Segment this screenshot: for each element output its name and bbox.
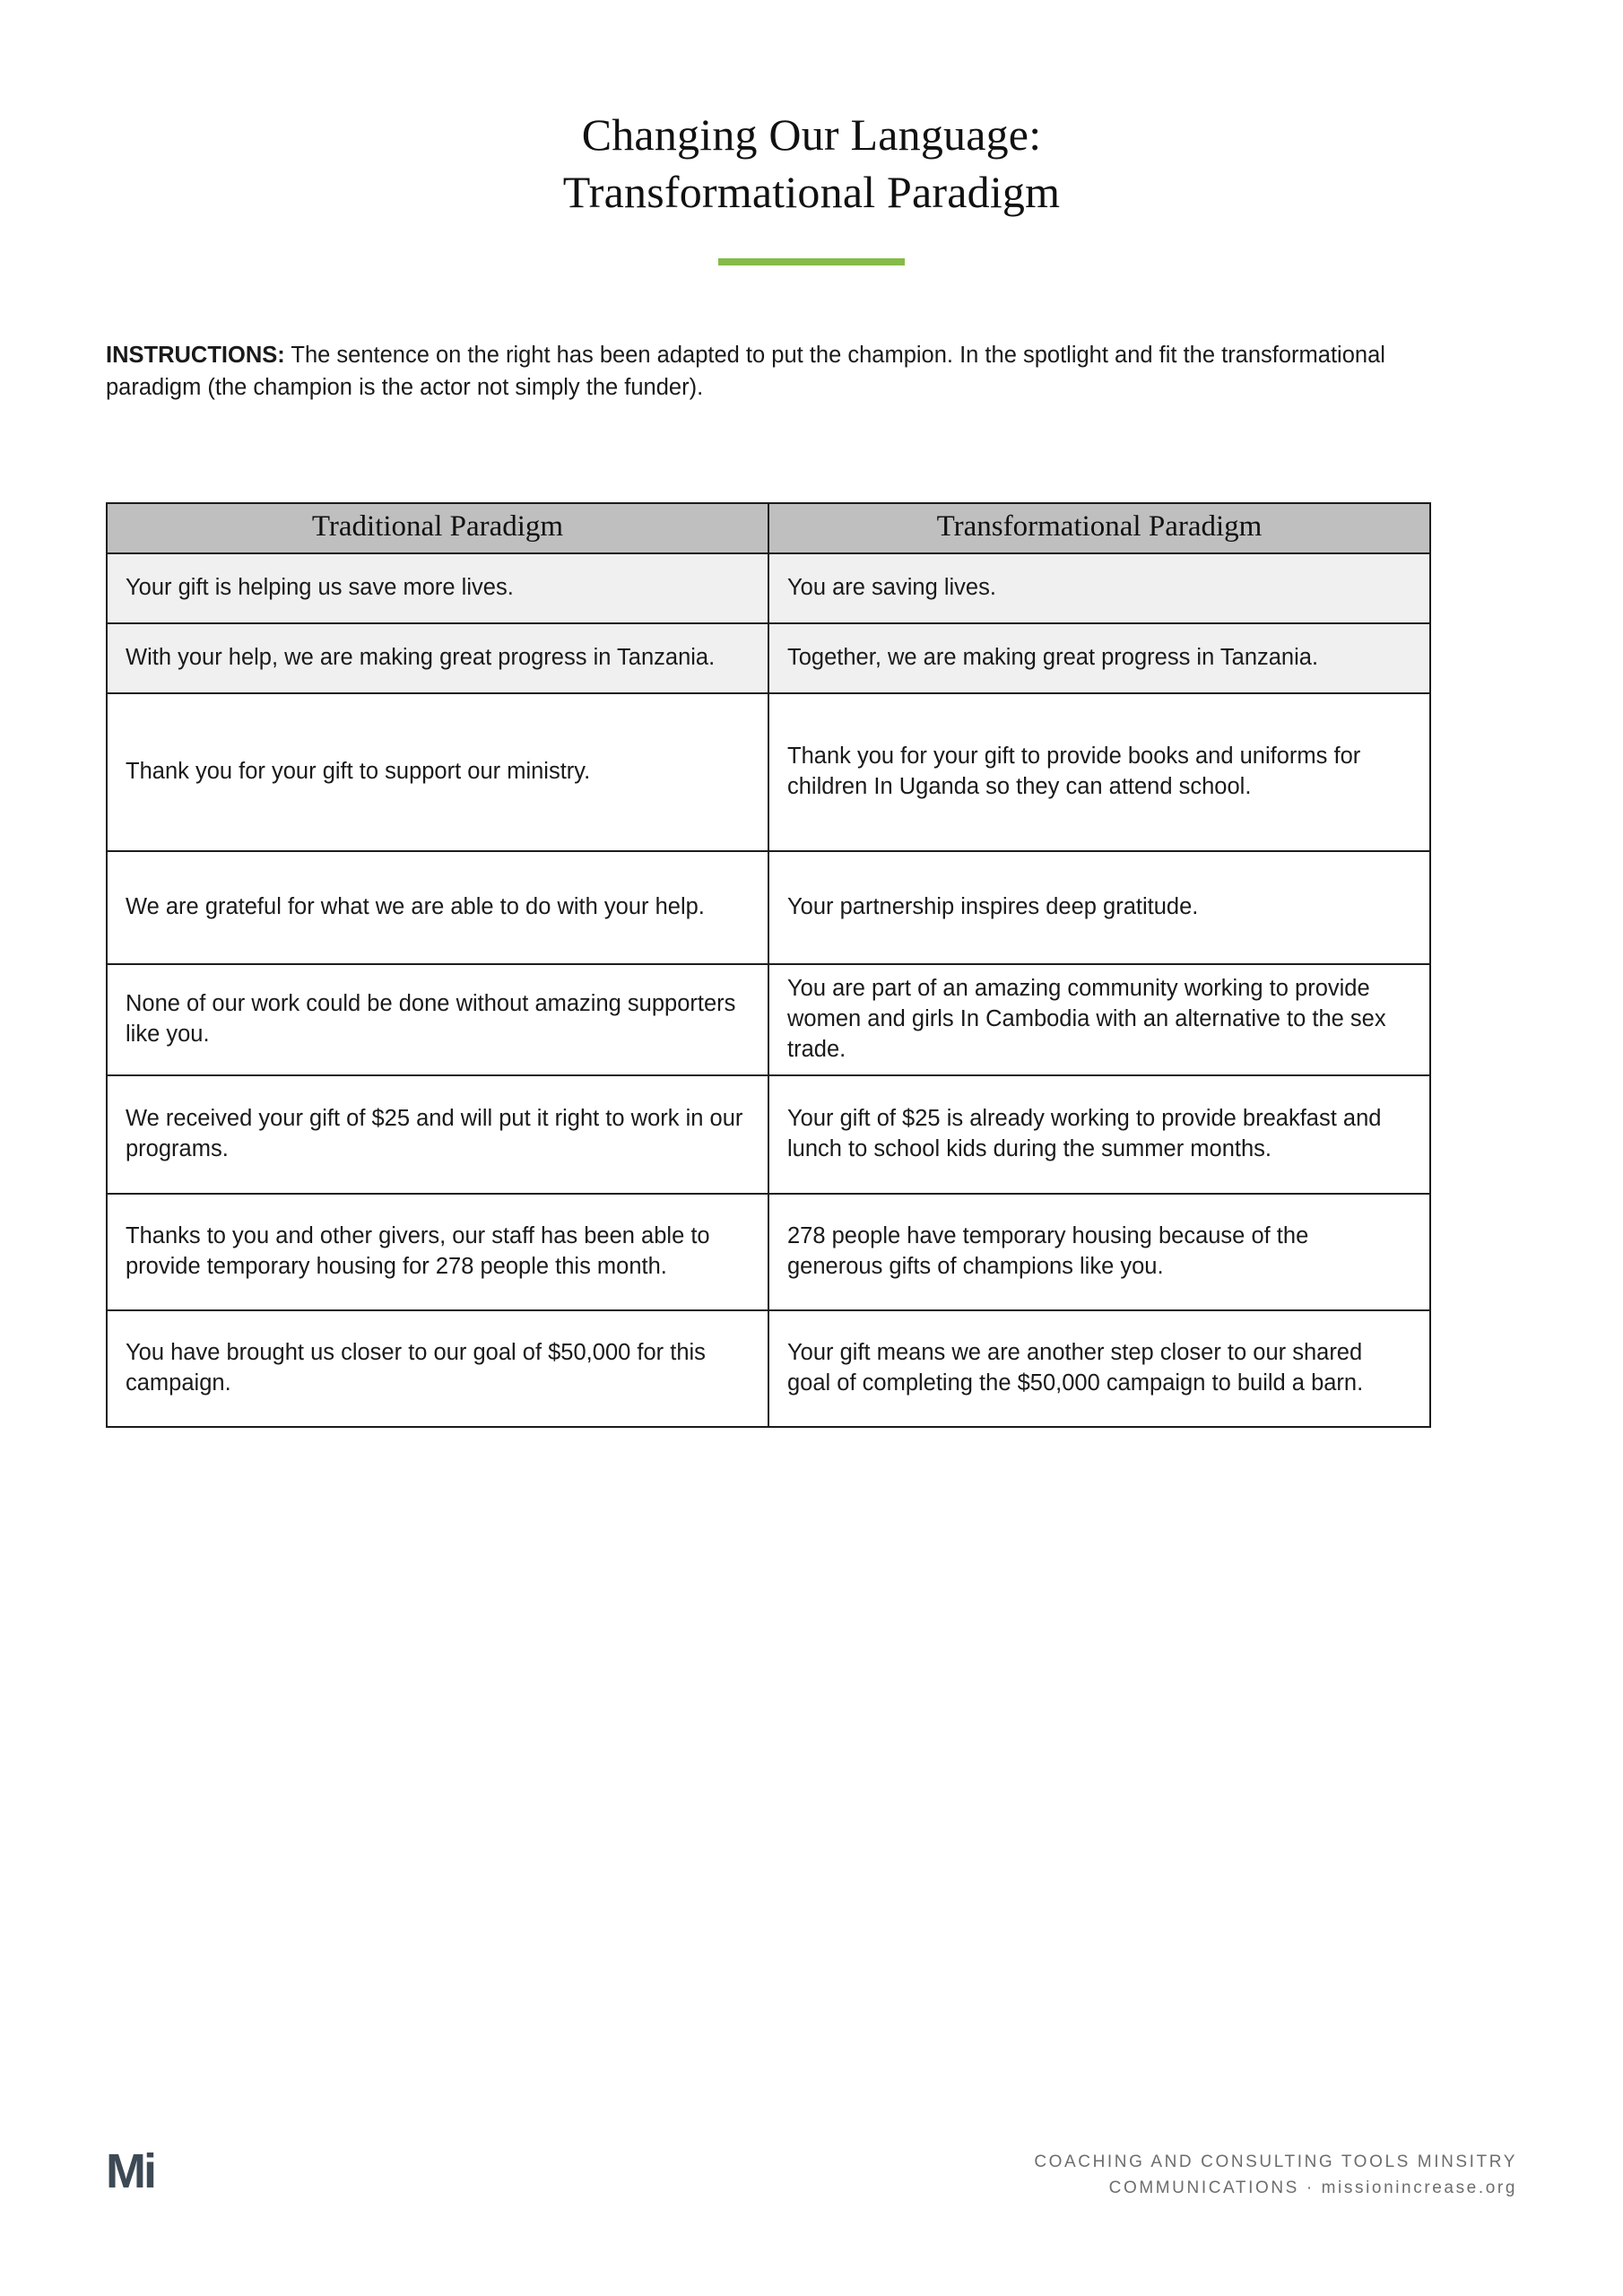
footer-credit-line-2: COMMUNICATIONS · missionincrease.org — [1108, 2179, 1517, 2198]
instructions-paragraph — [106, 339, 1433, 404]
cell-traditional: You have brought us closer to our goal of $50,000 for this campaign. — [107, 1310, 768, 1427]
cell-traditional: Thank you for your gift to support our ministry. — [107, 693, 768, 851]
cell-traditional: Your gift is helping us save more lives. — [107, 553, 768, 623]
page-title — [0, 106, 1623, 265]
footer-credit — [1034, 2149, 1517, 2202]
cell-traditional: We received your gift of $25 and will put it right to work in our programs. — [107, 1075, 768, 1194]
cell-traditional: Thanks to you and other givers, our staff has been able to provide temporary housing for 278 people this month. — [107, 1194, 768, 1310]
cell-traditional: None of our work could be done without amazing supporters like you. — [107, 964, 768, 1075]
table-header-row — [107, 503, 1430, 553]
cell-traditional: With your help, we are making great progress in Tanzania. — [107, 623, 768, 693]
paradigm-comparison-table — [106, 502, 1431, 1428]
table-row — [107, 1075, 1430, 1194]
table-row — [107, 851, 1430, 964]
table-row — [107, 553, 1430, 623]
cell-transformational: Your gift means we are another step closer to our shared goal of completing the $50,000 campaign to build a barn. — [768, 1310, 1430, 1427]
table-row — [107, 1310, 1430, 1427]
instructions-body: The sentence on the right has been adapted to put the champion. In the spotlight and fit the transformational paradigm (the champion is the actor not simply the funder). — [106, 343, 1385, 401]
cell-traditional: We are grateful for what we are able to do with your help. — [107, 851, 768, 964]
cell-transformational: You are part of an amazing community working to provide women and girls In Cambodia with an alternative to the sex trade. — [768, 964, 1430, 1075]
cell-transformational: 278 people have temporary housing because of the generous gifts of champions like you. — [768, 1194, 1430, 1310]
column-header-traditional: Traditional Paradigm — [107, 503, 768, 553]
cell-transformational: Your partnership inspires deep gratitude. — [768, 851, 1430, 964]
table-row — [107, 693, 1430, 851]
mission-increase-logo: Mi — [106, 2144, 154, 2198]
column-header-transformational: Transformational Paradigm — [768, 503, 1430, 553]
page-footer — [106, 2142, 1517, 2240]
table-row — [107, 1194, 1430, 1310]
cell-transformational: You are saving lives. — [768, 553, 1430, 623]
page-title-line-2: Transformational Paradigm — [562, 167, 1061, 217]
table-row — [107, 964, 1430, 1075]
cell-transformational: Together, we are making great progress in Tanzania. — [768, 623, 1430, 693]
table-row — [107, 623, 1430, 693]
cell-transformational: Thank you for your gift to provide books and uniforms for children In Uganda so they can attend school. — [768, 693, 1430, 851]
instructions-label: INSTRUCTIONS: — [106, 343, 285, 368]
page-title-line-1: Changing Our Language: — [581, 109, 1042, 160]
footer-credit-line-1: COACHING AND CONSULTING TOOLS MINSITRY — [1034, 2152, 1517, 2171]
cell-transformational: Your gift of $25 is already working to provide breakfast and lunch to school kids during the summer months. — [768, 1075, 1430, 1194]
title-divider-rule — [718, 258, 905, 265]
